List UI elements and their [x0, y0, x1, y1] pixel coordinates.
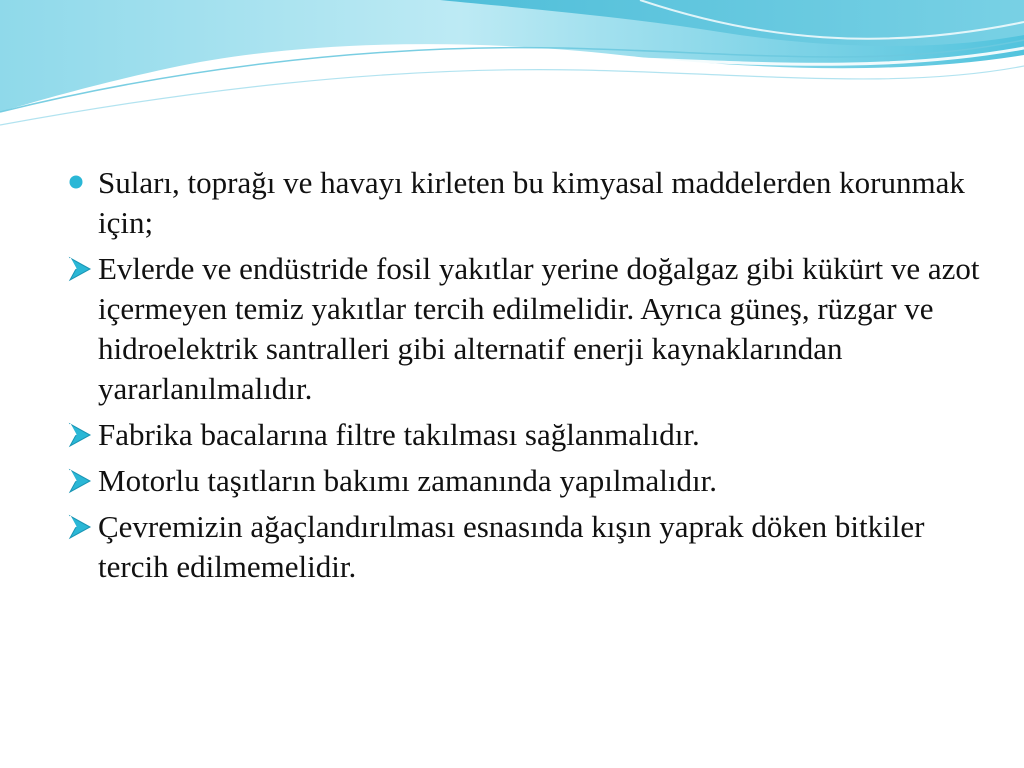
bullet-item — [68, 163, 988, 243]
bullet-text: Evlerde ve endüstride fosil yakıtlar yerine doğalgaz gibi kükürt ve azot içermeyen temiz yakıtlar tercih edilmelidir. Ayrıca güneş, rüzgar ve hidroelektrik santralleri gibi alternatif enerji kaynaklarından yararlanılmalıdır. — [98, 251, 980, 406]
bullet-text: Çevremizin ağaçlandırılması esnasında kışın yaprak döken bitkiler tercih edilmemelidir. — [98, 509, 925, 584]
bullet-item — [68, 507, 988, 587]
arrow-chevron-icon — [68, 249, 94, 289]
bullet-item — [68, 249, 988, 409]
arrow-chevron-icon — [68, 507, 94, 547]
arrow-chevron-icon — [68, 415, 94, 455]
arrow-chevron-icon — [68, 461, 94, 501]
bullet-item — [68, 415, 988, 455]
bullet-text: Motorlu taşıtların bakımı zamanında yapılmalıdır. — [98, 463, 718, 498]
bullet-item — [68, 461, 988, 501]
filled-circle-icon — [68, 163, 94, 203]
slide-body — [68, 163, 988, 593]
bullet-text: Suları, toprağı ve havayı kirleten bu kimyasal maddelerden korunmak için; — [98, 165, 965, 240]
bullet-text: Fabrika bacalarına filtre takılması sağlanmalıdır. — [98, 417, 700, 452]
header-wave-decoration — [0, 0, 1024, 130]
